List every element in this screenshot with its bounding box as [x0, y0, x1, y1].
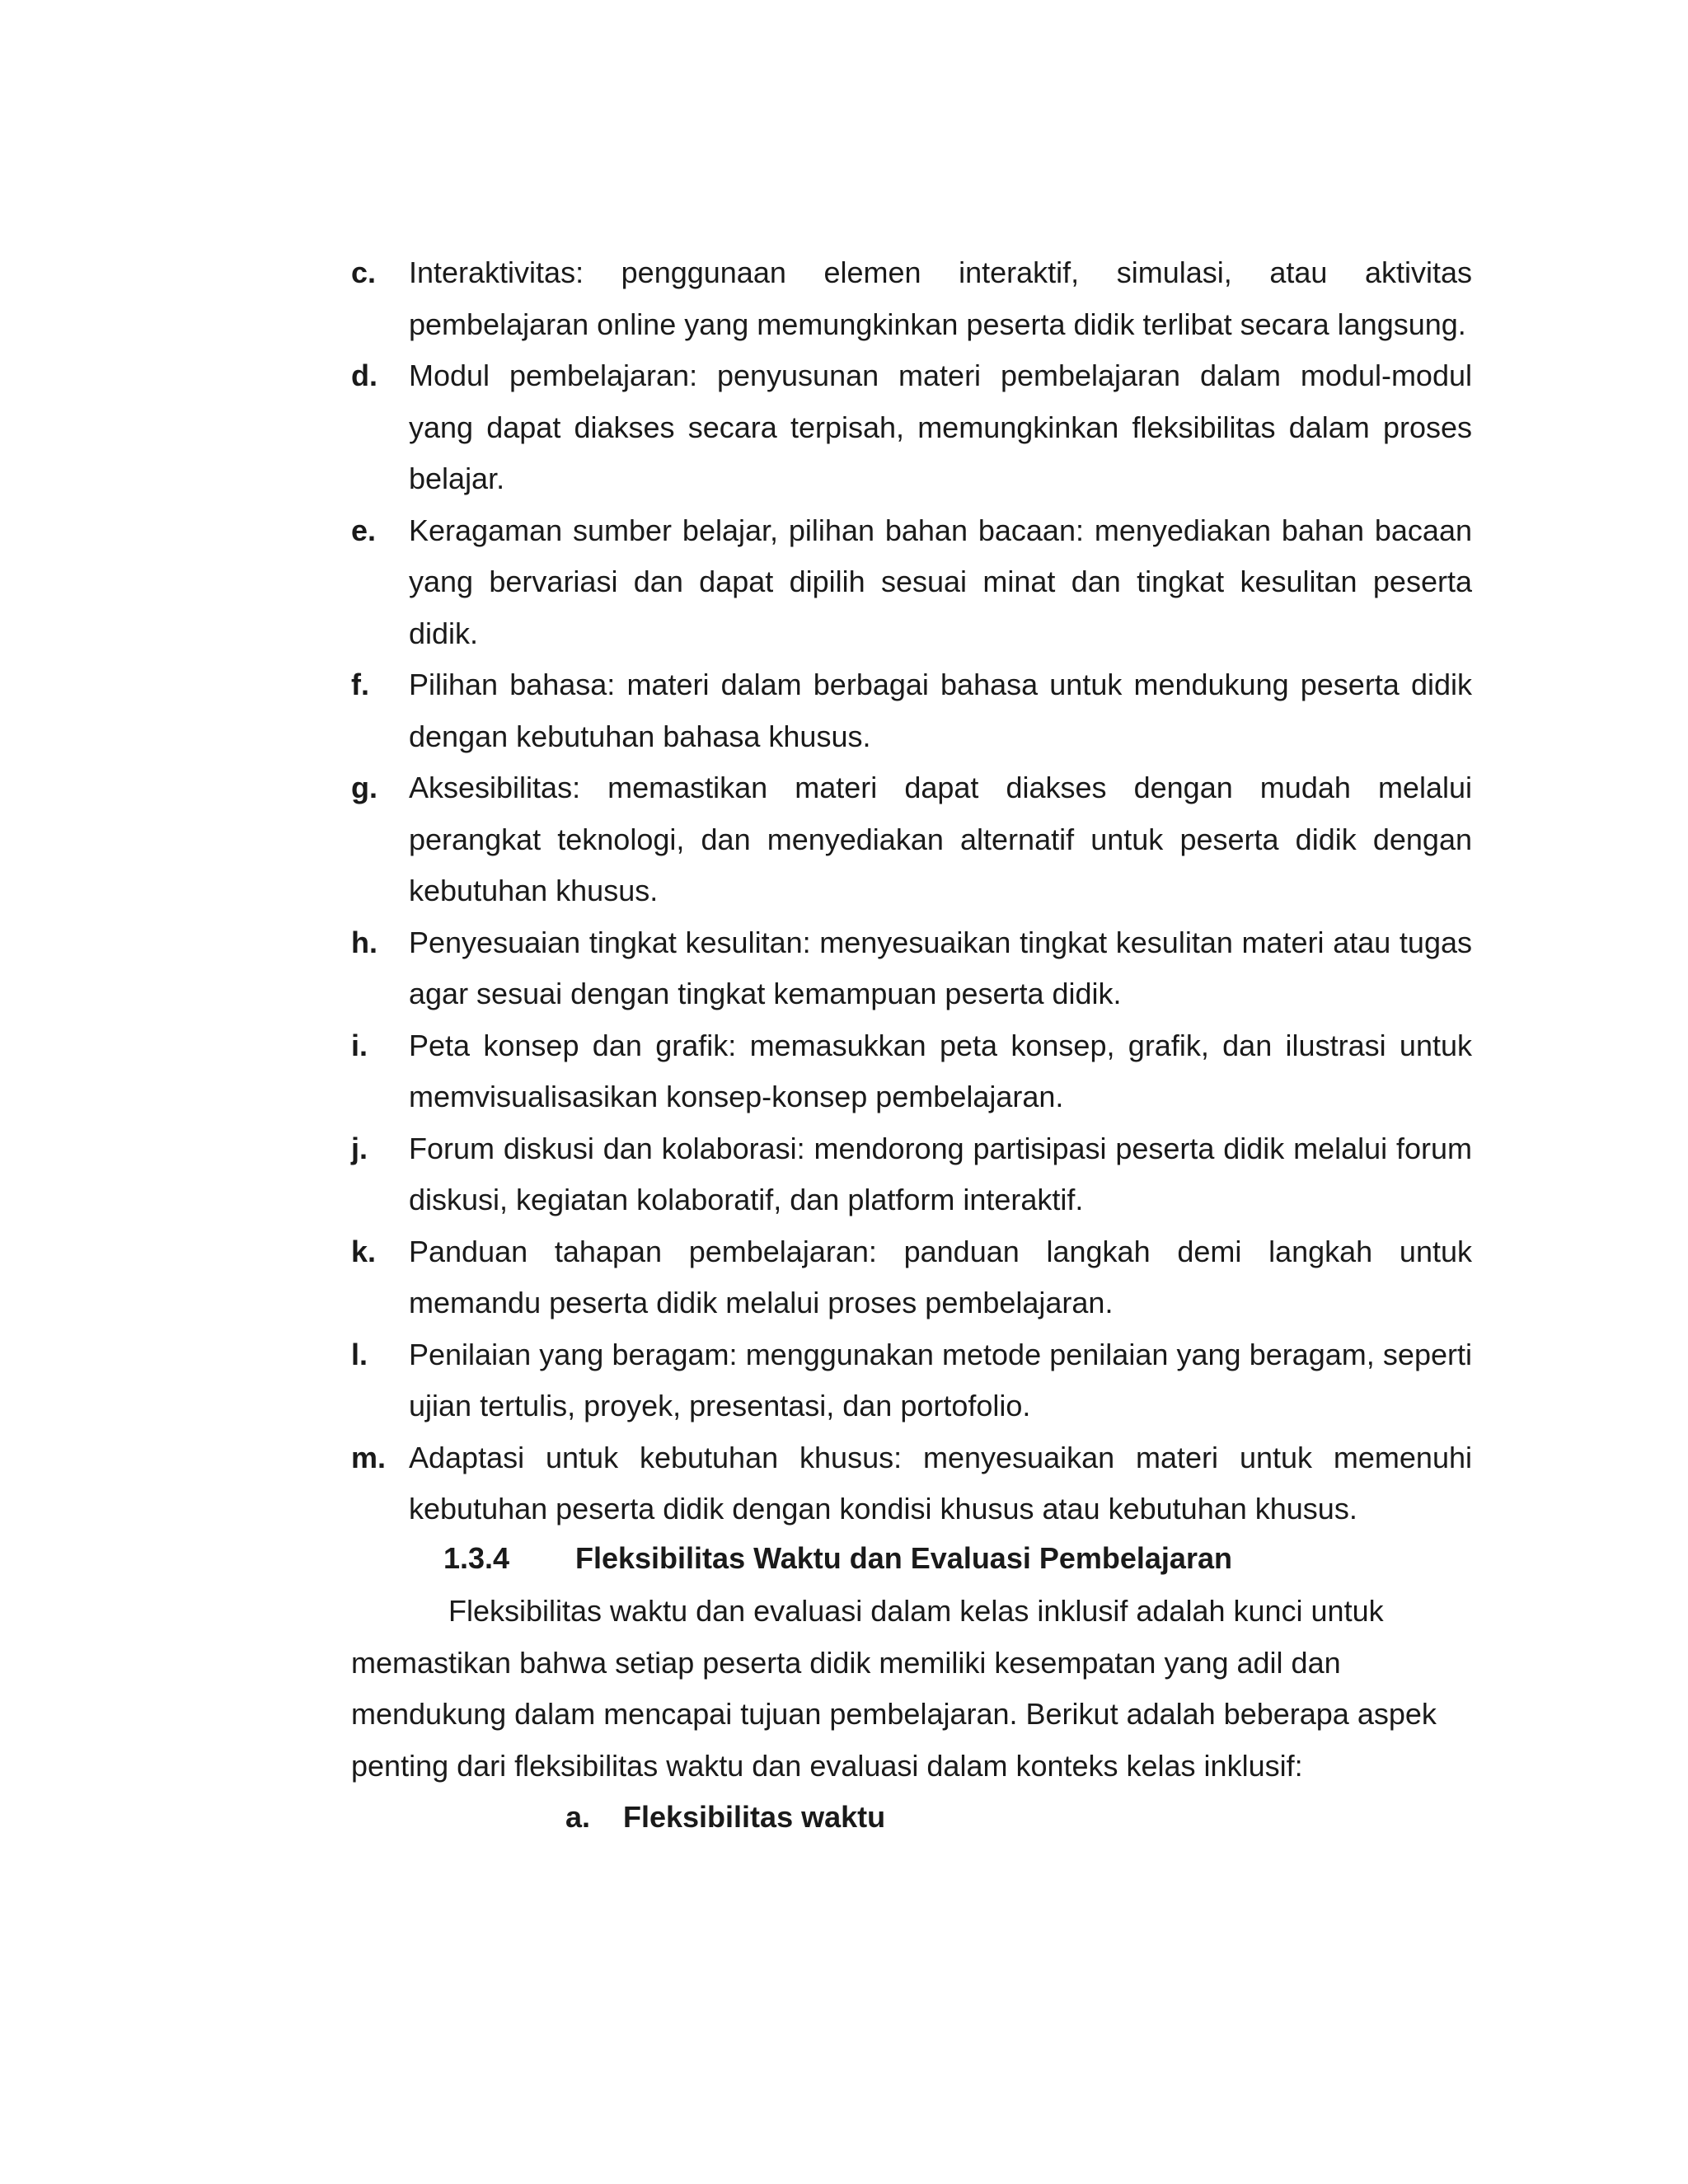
list-item-marker: k.	[351, 1234, 377, 1268]
section-heading	[443, 1533, 1232, 1584]
list-item-marker: g.	[351, 771, 377, 804]
section-title: Fleksibilitas Waktu dan Evaluasi Pembelajaran	[575, 1541, 1232, 1575]
list-item	[351, 1123, 1472, 1226]
list-item-marker: i.	[351, 1028, 368, 1062]
list-item	[351, 1432, 1472, 1535]
list-item-text: Peta konsep dan grafik: memasukkan peta konsep, grafik, dan ilustrasi untuk memvisualisasikan konsep-konsep pembelajaran.	[409, 1028, 1472, 1113]
list-item-marker: d.	[351, 359, 377, 392]
list-item	[351, 247, 1472, 350]
list-item	[351, 659, 1472, 762]
list-item	[351, 505, 1472, 660]
list-item-text: Penyesuaian tingkat kesulitan: menyesuaikan tingkat kesulitan materi atau tugas agar sesuai dengan tingkat kemampuan peserta didik.	[409, 925, 1472, 1010]
list-item-text: Adaptasi untuk kebutuhan khusus: menyesuaikan materi untuk memenuhi kebutuhan peserta didik dengan kondisi khusus atau kebutuhan khusus.	[409, 1440, 1472, 1526]
list-item	[351, 1020, 1472, 1123]
list-item	[351, 1226, 1472, 1329]
list-item-text: Interaktivitas: penggunaan elemen interaktif, simulasi, atau aktivitas pembelajaran online yang memungkinkan peserta didik terlibat secara langsung.	[409, 255, 1472, 341]
body-paragraph: Fleksibilitas waktu dan evaluasi dalam kelas inklusif adalah kunci untuk memastikan bahwa setiap peserta didik memiliki kesempatan yang adil dan mendukung dalam mencapai tujuan pembelajaran. Berikut adalah beberapa aspek penting dari fleksibilitas waktu dan evaluasi dalam konteks kelas inklusif:	[351, 1594, 1437, 1783]
list-item-marker: j.	[351, 1131, 368, 1165]
list-item-marker: h.	[351, 925, 377, 959]
section-number: 1.3.4	[443, 1541, 510, 1575]
subheading-title: Fleksibilitas waktu	[623, 1800, 886, 1834]
list-item-text: Panduan tahapan pembelajaran: panduan langkah demi langkah untuk memandu peserta didik melalui proses pembelajaran.	[409, 1234, 1472, 1319]
list-item-text: Modul pembelajaran: penyusunan materi pembelajaran dalam modul-modul yang dapat diakses secara terpisah, memungkinkan fleksibilitas dalam proses belajar.	[409, 359, 1472, 495]
list-item-marker: c.	[351, 255, 377, 289]
list-item-text: Keragaman sumber belajar, pilihan bahan bacaan: menyediakan bahan bacaan yang bervariasi dan dapat dipilih sesuai minat dan tingkat kesulitan peserta didik.	[409, 513, 1472, 650]
subheading-marker: a.	[565, 1800, 591, 1834]
list-item-marker: m.	[351, 1440, 387, 1474]
list-item-text: Pilihan bahasa: materi dalam berbagai bahasa untuk mendukung peserta didik dengan kebutuhan bahasa khusus.	[409, 668, 1472, 753]
subheading	[565, 1792, 885, 1843]
list-item-marker: e.	[351, 513, 377, 547]
list-item	[351, 1329, 1472, 1432]
list-item-text: Aksesibilitas: memastikan materi dapat diakses dengan mudah melalui perangkat teknologi, dan menyediakan alternatif untuk peserta didik dengan kebutuhan khusus.	[409, 771, 1472, 907]
lettered-list	[351, 247, 1472, 1535]
list-item	[351, 762, 1472, 917]
list-item-marker: f.	[351, 668, 369, 701]
list-item-text: Forum diskusi dan kolaborasi: mendorong partisipasi peserta didik melalui forum diskusi, kegiatan kolaboratif, dan platform interaktif.	[409, 1131, 1472, 1216]
list-item	[351, 917, 1472, 1020]
list-item	[351, 350, 1472, 505]
list-item-marker: l.	[351, 1337, 368, 1371]
list-item-text: Penilaian yang beragam: menggunakan metode penilaian yang beragam, seperti ujian tertulis, proyek, presentasi, dan portofolio.	[409, 1337, 1472, 1422]
